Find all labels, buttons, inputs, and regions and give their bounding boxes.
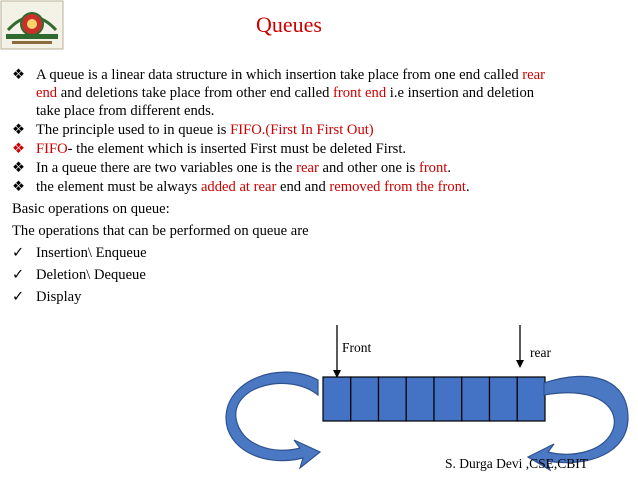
front-label: Front [342, 340, 372, 355]
queue-cell [406, 377, 434, 421]
highlight-text: added at rear [200, 179, 277, 195]
highlight-text: front [418, 160, 448, 176]
check-icon: ✓ [12, 245, 25, 261]
queue-cells [323, 377, 545, 421]
queue-cell [323, 377, 351, 421]
bullet-text: In a queue there are two variables one is the [36, 160, 297, 176]
queue-cell [462, 377, 490, 421]
queue-cell [517, 377, 545, 421]
operations-intro: The operations that can be performed on queue are [12, 223, 309, 239]
highlight-text: end [36, 85, 58, 101]
bullet-text: The principle used to in queue is [36, 122, 231, 138]
diamond-bullet-icon: ❖ [12, 67, 26, 83]
bullet-text: and other one is [318, 160, 419, 176]
queue-cell [434, 377, 462, 421]
highlight-text: rear [296, 160, 319, 176]
highlight-text: front end [333, 85, 387, 101]
queue-cell [379, 377, 407, 421]
operation-label: Insertion\ Enqueue [36, 245, 147, 261]
bullet-text: end and [276, 179, 330, 195]
queue-cell [351, 377, 379, 421]
bullet-text: . [447, 160, 451, 176]
highlight-text: rear [522, 67, 545, 83]
slide-title: Queues [256, 12, 322, 37]
bullet-text: take place from different ends. [36, 103, 215, 119]
highlight-text: removed from the front [329, 179, 466, 195]
highlight-text: FIFO.(First In First Out) [230, 122, 374, 138]
rear-label: rear [530, 345, 551, 360]
diamond-bullet-icon: ❖ [12, 122, 26, 138]
operation-label: Deletion\ Dequeue [36, 267, 146, 283]
highlight-text: FIFO [36, 141, 68, 157]
diamond-bullet-icon: ❖ [12, 179, 26, 195]
check-icon: ✓ [12, 289, 25, 305]
bullet-text: and deletions take place from other end called [57, 85, 334, 101]
diamond-bullet-icon: ❖ [12, 141, 26, 157]
bullet-text: the element must be always [36, 179, 201, 195]
basic-operations-heading: Basic operations on queue: [12, 201, 170, 217]
bullet-text: i.e insertion and deletion [386, 85, 535, 101]
bullet-text: A queue is a linear data structure in which insertion take place from one end called [36, 67, 523, 83]
bullet-text: . [465, 179, 470, 195]
queue-cell [490, 377, 518, 421]
operation-label: Display [36, 289, 82, 305]
bullet-text: - the element which is inserted First must be deleted First. [67, 141, 407, 157]
rear-pointer-head [516, 360, 524, 368]
check-icon: ✓ [12, 267, 25, 283]
diamond-bullet-icon: ❖ [12, 160, 26, 176]
footer-author: S. Durga Devi ,CSE,CBIT [445, 456, 589, 471]
dequeue-curved-arrow [226, 372, 320, 468]
